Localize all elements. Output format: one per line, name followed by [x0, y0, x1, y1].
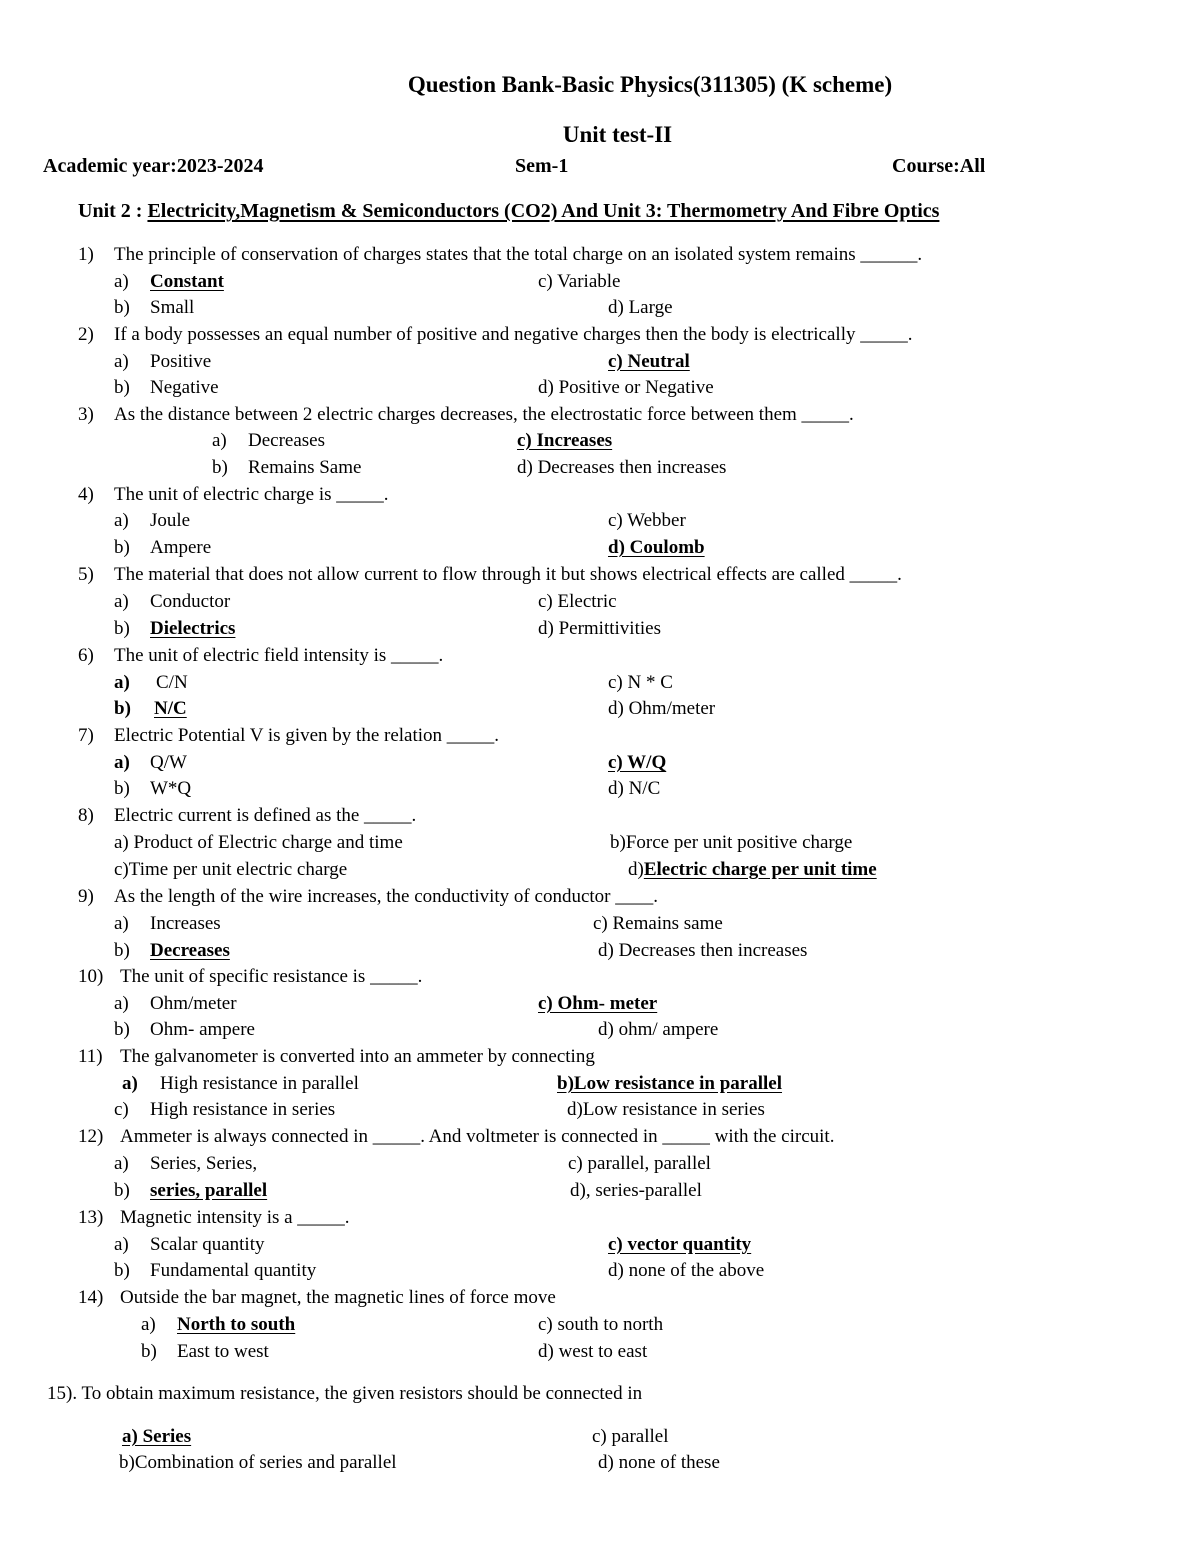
option-text: Q/W	[150, 752, 187, 773]
question-text: The principle of conservation of charges states that the total charge on an isolated system remains ______.	[114, 244, 923, 265]
option-b	[114, 1260, 316, 1282]
option-text: Remains Same	[248, 457, 362, 478]
option-c: c)Time per unit electric charge	[114, 859, 348, 880]
option-text: Small	[150, 297, 195, 318]
correct-answer: N/C	[154, 698, 187, 719]
question-stem	[47, 1383, 642, 1405]
correct-answer: c) vector quantity	[608, 1234, 752, 1255]
question-text: As the distance between 2 electric charges decreases, the electrostatic force between them _____.	[114, 404, 854, 425]
correct-answer: c) Ohm- meter	[538, 993, 658, 1014]
correct-answer: series, parallel	[150, 1180, 268, 1201]
option-a	[114, 510, 190, 532]
option-text: Decreases	[248, 430, 326, 451]
option-letter: a)	[114, 510, 129, 531]
option-c: c) Remains same	[593, 913, 723, 934]
semester: Sem-1	[515, 155, 569, 177]
option-c	[114, 1099, 335, 1121]
option-a	[114, 993, 237, 1015]
option-a	[212, 430, 325, 452]
option-letter: b)	[114, 778, 130, 799]
option-letter: a)	[114, 672, 130, 693]
academic-year: Academic year:2023-2024	[43, 155, 264, 177]
question-stem	[78, 324, 912, 346]
question-number: 13)	[78, 1207, 104, 1228]
question-text: The unit of electric field intensity is _____.	[114, 645, 444, 666]
option-text: High resistance in series	[150, 1099, 336, 1120]
option-d: d) none of these	[598, 1452, 720, 1473]
unit-heading-title: Electricity,Magnetism & Semiconductors (CO2) And Unit 3: Thermometry And Fibre Optics	[147, 200, 940, 222]
option-text: Ohm/meter	[150, 993, 237, 1014]
option-letter: a)	[114, 993, 129, 1014]
question-number: 12)	[78, 1126, 104, 1147]
option-text: Conductor	[150, 591, 231, 612]
option-d: d) Decreases then increases	[517, 457, 727, 478]
option-c: c) south to north	[538, 1314, 664, 1335]
correct-answer: Constant	[150, 271, 224, 292]
option-letter: d)	[628, 859, 644, 880]
option-b	[114, 940, 230, 962]
option-a	[114, 913, 221, 935]
question-number: 2)	[78, 324, 94, 345]
option-d: d) west to east	[538, 1341, 648, 1362]
option-d: d) Decreases then increases	[598, 940, 808, 961]
question-stem	[78, 244, 922, 266]
correct-answer: c) W/Q	[608, 752, 667, 773]
option-d: d) none of the above	[608, 1260, 765, 1281]
option-text: Scalar quantity	[150, 1234, 265, 1255]
option-b	[114, 1019, 255, 1041]
option-letter: a)	[141, 1314, 156, 1335]
option-text: East to west	[177, 1341, 269, 1362]
option-b: b)Combination of series and parallel	[119, 1452, 397, 1473]
option-letter: b)	[114, 537, 130, 558]
question-text: Electric current is defined as the _____.	[114, 805, 417, 826]
question-number: 6)	[78, 645, 94, 666]
option-d: d), series-parallel	[570, 1180, 702, 1201]
question-text: To obtain maximum resistance, the given resistors should be connected in	[81, 1383, 643, 1404]
option-d: d) Ohm/meter	[608, 698, 716, 719]
option-letter: a)	[114, 591, 129, 612]
option-letter: b)	[114, 377, 130, 398]
question-text: The material that does not allow current to flow through it but shows electrical effects are called _____.	[114, 564, 902, 585]
question-text: The unit of electric charge is _____.	[114, 484, 389, 505]
option-d	[628, 859, 877, 881]
question-number: 8)	[78, 805, 94, 826]
option-c: c) Webber	[608, 510, 686, 531]
option-text: Series, Series,	[150, 1153, 258, 1174]
question-number: 4)	[78, 484, 94, 505]
option-letter: b)	[114, 698, 131, 719]
page-title: Question Bank-Basic Physics(311305) (K scheme)	[407, 72, 893, 97]
option-d: d) ohm/ ampere	[598, 1019, 719, 1040]
option-text: Fundamental quantity	[150, 1260, 317, 1281]
option-letter: a)	[114, 913, 129, 934]
option-a	[114, 1234, 265, 1256]
question-number: 10)	[78, 966, 104, 987]
option-letter: b)	[114, 940, 130, 961]
option-letter: a)	[114, 1234, 129, 1255]
option-b	[114, 698, 187, 720]
option-letter: a)	[114, 351, 129, 372]
question-text: Ammeter is always connected in _____. And voltmeter is connected in _____ with the circuit.	[120, 1126, 835, 1147]
question-number: 14)	[78, 1287, 104, 1308]
question-number: 15).	[47, 1383, 78, 1404]
question-stem	[78, 725, 499, 747]
question-text: The unit of specific resistance is _____.	[120, 966, 423, 987]
option-b	[141, 1341, 269, 1363]
option-a: a) Product of Electric charge and time	[114, 832, 403, 853]
question-stem	[78, 805, 416, 827]
option-text: Negative	[150, 377, 219, 398]
option-a	[114, 1153, 257, 1175]
question-text: The galvanometer is converted into an ammeter by connecting	[120, 1046, 595, 1067]
unit-heading	[78, 200, 939, 223]
option-c: c) parallel, parallel	[568, 1153, 711, 1174]
correct-answer: Decreases	[150, 940, 230, 961]
option-a	[114, 591, 230, 613]
question-text: Outside the bar magnet, the magnetic lines of force move	[120, 1287, 556, 1308]
option-a	[114, 271, 224, 293]
option-letter: a)	[114, 1153, 129, 1174]
correct-answer: Dielectrics	[150, 618, 236, 639]
question-stem	[78, 1207, 350, 1229]
option-a	[114, 752, 187, 774]
correct-answer: North to south	[177, 1314, 296, 1335]
correct-answer: Electric charge per unit time	[643, 859, 877, 880]
option-a	[114, 351, 211, 373]
option-b	[114, 297, 194, 319]
option-letter: b)	[114, 618, 130, 639]
question-stem	[78, 564, 902, 586]
option-text: Positive	[150, 351, 212, 372]
option-b: b)Force per unit positive charge	[610, 832, 853, 853]
correct-answer: c) Neutral	[608, 351, 690, 372]
question-text: If a body possesses an equal number of positive and negative charges then the body is electrically _____.	[114, 324, 913, 345]
option-b	[212, 457, 361, 479]
question-text: Electric Potential V is given by the relation _____.	[114, 725, 500, 746]
question-number: 11)	[78, 1046, 103, 1067]
option-c: c) Variable	[538, 271, 621, 292]
correct-answer: c) Increases	[517, 430, 613, 451]
option-a	[114, 672, 188, 694]
option-letter: c)	[114, 1099, 129, 1120]
option-text: W*Q	[150, 778, 192, 799]
option-text: Increases	[150, 913, 221, 934]
option-b	[114, 537, 211, 559]
question-stem	[78, 484, 389, 506]
option-letter: a)	[212, 430, 227, 451]
correct-answer: a) Series	[122, 1426, 192, 1447]
page-subtitle: Unit test-II	[562, 122, 673, 147]
option-a	[141, 1314, 295, 1336]
option-c: c) N * C	[608, 672, 673, 693]
question-number: 5)	[78, 564, 94, 585]
option-text: High resistance in parallel	[160, 1073, 359, 1094]
correct-answer: b)Low resistance in parallel	[557, 1073, 783, 1094]
option-letter: b)	[212, 457, 228, 478]
question-stem	[78, 645, 443, 667]
option-d: d)Low resistance in series	[567, 1099, 765, 1120]
option-letter: b)	[114, 297, 130, 318]
option-letter: b)	[114, 1260, 130, 1281]
option-letter: a)	[114, 752, 130, 773]
course: Course:All	[892, 155, 986, 177]
unit-heading-prefix: Unit 2 :	[78, 200, 143, 222]
option-b	[114, 618, 235, 640]
question-stem	[78, 404, 854, 426]
option-text: C/N	[156, 672, 188, 693]
option-b	[114, 377, 219, 399]
option-text: Ampere	[150, 537, 212, 558]
question-text: As the length of the wire increases, the conductivity of conductor ____.	[114, 886, 658, 907]
question-stem	[78, 1126, 834, 1148]
option-d: d) Positive or Negative	[538, 377, 714, 398]
option-letter: b)	[114, 1019, 130, 1040]
option-b	[114, 778, 191, 800]
option-d: d) Large	[608, 297, 673, 318]
option-c: c) parallel	[592, 1426, 669, 1447]
option-d: d) Permittivities	[538, 618, 661, 639]
option-c: c) Electric	[538, 591, 617, 612]
option-text: Joule	[150, 510, 191, 531]
option-b	[114, 1180, 267, 1202]
question-stem	[78, 1287, 556, 1309]
option-letter: b)	[114, 1180, 130, 1201]
question-number: 7)	[78, 725, 94, 746]
question-number: 3)	[78, 404, 94, 425]
question-text: Magnetic intensity is a _____.	[120, 1207, 350, 1228]
question-number: 9)	[78, 886, 94, 907]
question-stem	[78, 886, 658, 908]
question-stem	[78, 966, 422, 988]
question-stem	[78, 1046, 595, 1068]
option-d: d) N/C	[608, 778, 661, 799]
correct-answer: d) Coulomb	[608, 537, 705, 558]
option-text: Ohm- ampere	[150, 1019, 255, 1040]
option-letter: a)	[122, 1073, 138, 1094]
option-letter: a)	[114, 271, 129, 292]
option-a	[122, 1073, 359, 1095]
question-number: 1)	[78, 244, 94, 265]
option-letter: b)	[141, 1341, 157, 1362]
